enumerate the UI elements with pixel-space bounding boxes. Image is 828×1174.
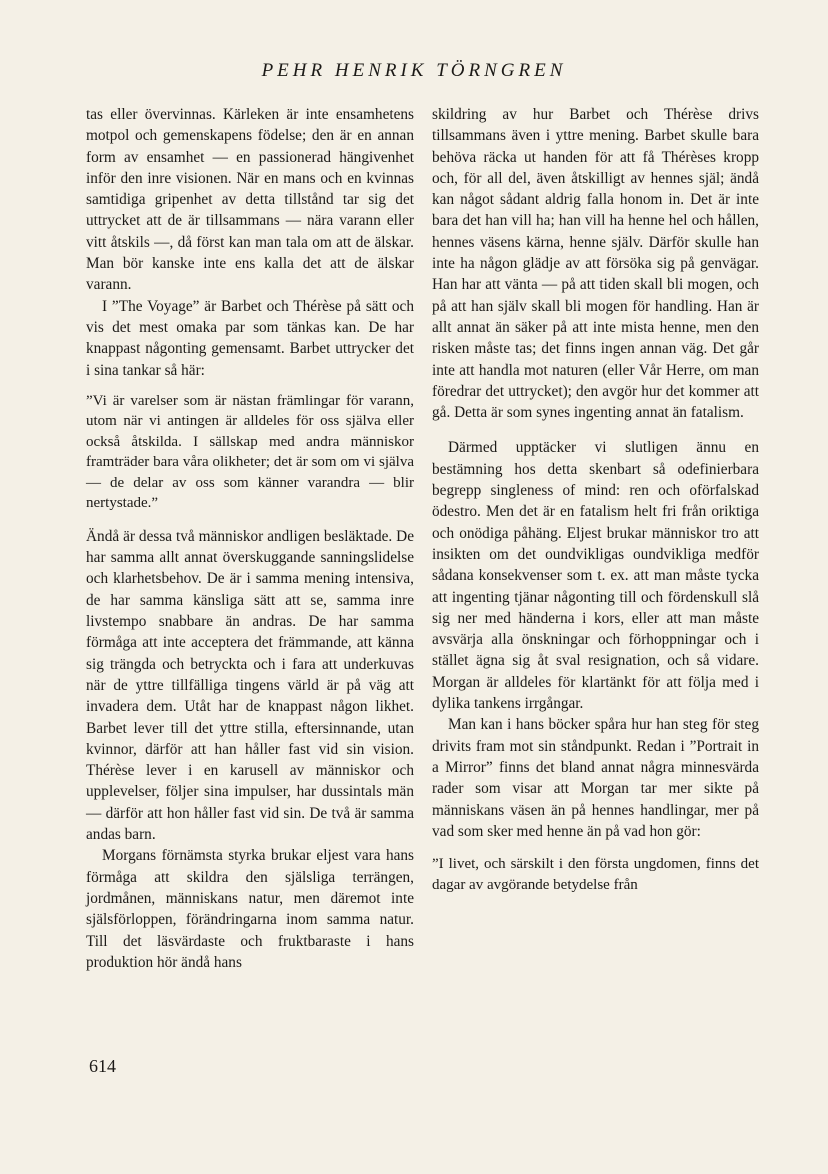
paragraph: Därmed upptäcker vi slutligen ännu en bestämning hos detta skenbart så odefinierbara begrepp singleness of mind: ren och oförfalskad ödestro. Men det är en fatalism helt fri från oriktiga och onödiga påhäng. Eljest brukar människor tro att insikten om det oundvikligas oundvikliga medför sådana konsekvenser som t. ex. att man måste tycka att ingenting tjänar någonting till och fördenskull slå sig ner med händerna i kors, eller att man måste avsvärja alla önskningar och förhoppningar och i stället ägna sig åt sval resignation, och så vidare. Morgan är alldeles för klartänkt för att följa med i dylika tankens irrgångar. (432, 439, 759, 713)
block-quote: ”Vi är varelser som är nästan främlingar för varann, utom när vi antingen är alldeles för oss själva eller också åtskilda. I sällskap med andra människor framträder bara våra olikheter; det är som om vi själva — de delar av oss som känner varandra — blir nertystade.” (86, 392, 414, 512)
paragraph: Morgans förnämsta styrka brukar eljest vara hans förmåga att skildra den själsliga terrängen, jordmånen, människans natur, men däremot inte själsförloppen, förändringarna inom samma natur. Till det läsvärdaste och fruktbaraste i hans produktion hör ändå hans (86, 847, 414, 971)
page-number: 614 (89, 1056, 116, 1076)
paragraph: I ”The Voyage” är Barbet och Thérèse på sätt och vis det mest omaka par som tänkas kan. De har knappast någonting gemensamt. Barbet uttrycker det i sina tankar så här: (86, 297, 414, 379)
paragraph: skildring av hur Barbet och Thérèse drivs tillsammans även i yttre mening. Barbet skulle bara behöva räcka ut handen för att få Thérèses kropp och, för all del, även åtskilligt av hennes själ; ändå kan något sådant aldrig falla honom in. Det är inte bara det han vill ha; han vill ha henne hel och hållen, hennes väsens kärna, henne själv. Därför skulle han inte ha någon glädje av att försöka sig på genvägar. Han har att vänta — på att tiden skall bli mogen, och på att han själv skall bli mogen för handling. Han är allt annat än säker på att inte mista henne, men den risken måste tas; det finns ingen annan väg. Det går inte att handla mot naturen (eller Vår Herre, om man föredrar det uttrycket); den avgör hur det kommer att gå. Detta är som synes ingenting annat än fatalism. (432, 106, 759, 422)
left-column (86, 104, 414, 973)
paragraph: Man kan i hans böcker spåra hur han steg för steg drivits fram mot sin ståndpunkt. Redan i ”Portrait in a Mirror” finns det bland annat några minnesvärda rader som visar att Morgan tar mer sikte på människans väsen än på hennes handlingar, mer på vad som sker med henne än på vad hon gör: (432, 716, 759, 840)
right-column (432, 104, 759, 907)
paragraph: Ändå är dessa två människor andligen besläktade. De har samma allt annat överskuggande sanningslidelse och klarhetsbehov. De är i samma mening intensiva, de har samma känsliga sätt att se, samma inre livstempo snabbare än andras. De har samma förmåga att inte acceptera det främmande, att känna sig trängda och betryckta och i fara att underkuvas när de yttre tillfälliga tingens värld är på väg att invadera dem. Utåt har de knappast någon likhet. Barbet lever till det yttre stilla, eftersinnande, utan kvinnor, därför att han håller fast vid sin vision. Thérèse lever i en karusell av människor och upplevelser, följer sina impulser, har dussintals män — därför att hon håller fast vid sin. De två är samma andas barn. (86, 527, 414, 844)
paragraph: tas eller övervinnas. Kärleken är inte ensamhetens motpol och gemenskapens födelse; den är en annan form av ensamhet — en passionerad hängivenhet inför den inre visionen. När en mans och en kvinnas samtidiga gripenhet av detta tillstånd tar sig det uttrycket att de är tillsammans — nära varann eller vitt åtskils —, då först kan man tala om att de älskar. Man bör kanske inte ens kalla det att de älskar varann. (86, 106, 414, 294)
running-header: PEHR HENRIK TÖRNGREN (261, 60, 567, 81)
block-quote: ”I livet, och särskilt i den första ungdomen, finns det dagar av avgörande betydelse från (432, 856, 759, 893)
